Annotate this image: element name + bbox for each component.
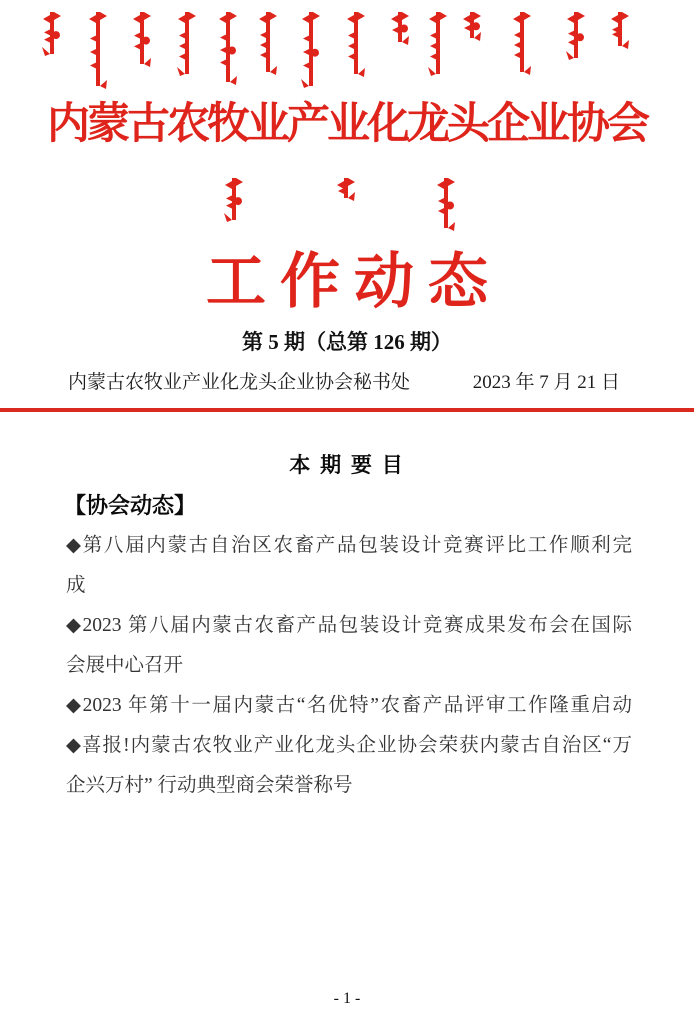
publish-date: 2023 年 7 月 21 日 bbox=[472, 372, 620, 393]
toc-item-1-line-1: ◆第八届内蒙古自治区农畜产品包装设计竞赛评比工作顺利完 bbox=[66, 535, 632, 556]
publisher-name: 内蒙古农牧业产业化龙头企业协会秘书处 bbox=[68, 372, 411, 393]
toc-item-4-line-1: ◆喜报!内蒙古农牧业产业化龙头企业协会荣获内蒙古自治区“万 bbox=[66, 735, 632, 756]
toc-item-4-line-2: 企兴万村” 行动典型商会荣誉称号 bbox=[66, 775, 353, 796]
contents-heading: 本 期 要 目 bbox=[289, 454, 405, 477]
toc-item-1-line-2: 成 bbox=[66, 575, 86, 596]
contents-list bbox=[66, 526, 632, 806]
mongolian-script-mid-row bbox=[0, 178, 694, 232]
publisher-row bbox=[68, 367, 620, 394]
toc-item-2-line-1: ◆2023 第八届内蒙古农畜产品包装设计竞赛成果发布会在国际 bbox=[66, 615, 632, 636]
section-heading-association-news: 【协会动态】 bbox=[64, 493, 197, 518]
toc-item-2-line-2: 会展中心召开 bbox=[66, 655, 184, 676]
bulletin-title: 工作动态 bbox=[206, 249, 502, 315]
red-divider-line bbox=[0, 408, 694, 412]
page-number: - 1 - bbox=[333, 990, 361, 1007]
toc-item-3-line-1: ◆2023 年第十一届内蒙古“名优特”农畜产品评审工作隆重启动 bbox=[66, 695, 632, 716]
issue-number: 第 5 期（总第 126 期） bbox=[242, 330, 452, 354]
organization-title: 内蒙古农牧业产业化龙头企业协会 bbox=[47, 101, 647, 148]
